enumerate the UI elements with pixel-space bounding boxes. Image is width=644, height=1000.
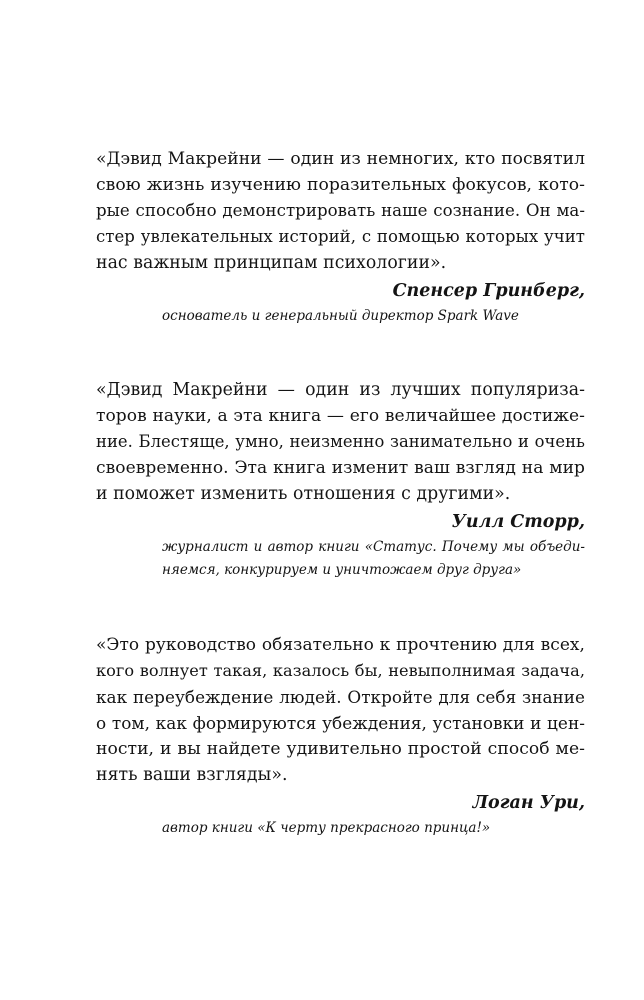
blurb-quote — [96, 632, 585, 788]
quote-line: стер увлекательных историй, с помощью которых учит — [96, 227, 585, 246]
blurb-author: Спенсер Гринберг, — [392, 281, 585, 301]
blurb-greenberg — [96, 146, 585, 328]
blurb-quote — [96, 377, 585, 507]
quote-line: ности, и вы найдете удивительно простой способ ме- — [96, 739, 585, 759]
quote-line: «Это руководство обязательно к прочтению для всех, — [96, 635, 585, 655]
role-line: автор книги «К черту прекрасного принца!» — [162, 820, 491, 836]
quote-line: «Дэвид Макрейни — один из немногих, кто посвятил — [96, 149, 585, 169]
quote-line: свою жизнь изучению поразительных фокусов, кото- — [96, 175, 585, 195]
quote-line: о том, как формируются убеждения, установки и цен- — [96, 713, 585, 733]
quote-line: нять ваши взгляды». — [96, 765, 288, 785]
quote-line: нас важным принципам психологии». — [96, 253, 447, 273]
quote-line: рые способно демонстрировать наше сознание. Он ма- — [96, 201, 585, 220]
quote-line: кого волнует такая, казалось бы, невыполнимая задача, — [96, 661, 585, 680]
role-line: няемся, конкурируем и уничтожаем друг друга» — [162, 562, 522, 578]
blurb-author-role — [96, 817, 585, 840]
quote-line: своевременно. Эта книга изменит ваш взгляд на мир — [96, 458, 585, 478]
blurb-author-role — [96, 536, 585, 582]
quote-line: и поможет изменить отношения с другими». — [96, 484, 511, 504]
quote-line: как переубеждение людей. Откройте для себя знание — [96, 687, 585, 707]
blurb-author: Логан Ури, — [472, 793, 585, 813]
role-line: основатель и генеральный директор Spark Wave — [162, 308, 519, 324]
blurb-author: Уилл Сторр, — [451, 512, 585, 532]
quote-line: «Дэвид Макрейни — один из лучших популяриза- — [96, 380, 585, 400]
role-line: журналист и автор книги «Статус. Почему мы объеди- — [162, 539, 585, 555]
blurb-author-role — [96, 305, 585, 328]
quote-line: торов науки, а эта книга — его величайшее достиже- — [96, 406, 585, 426]
quote-line: ние. Блестяще, умно, неизменно занимательно и очень — [96, 432, 585, 451]
blurb-storr — [96, 377, 585, 582]
blurb-quote — [96, 146, 585, 276]
blurb-yuri — [96, 632, 585, 840]
